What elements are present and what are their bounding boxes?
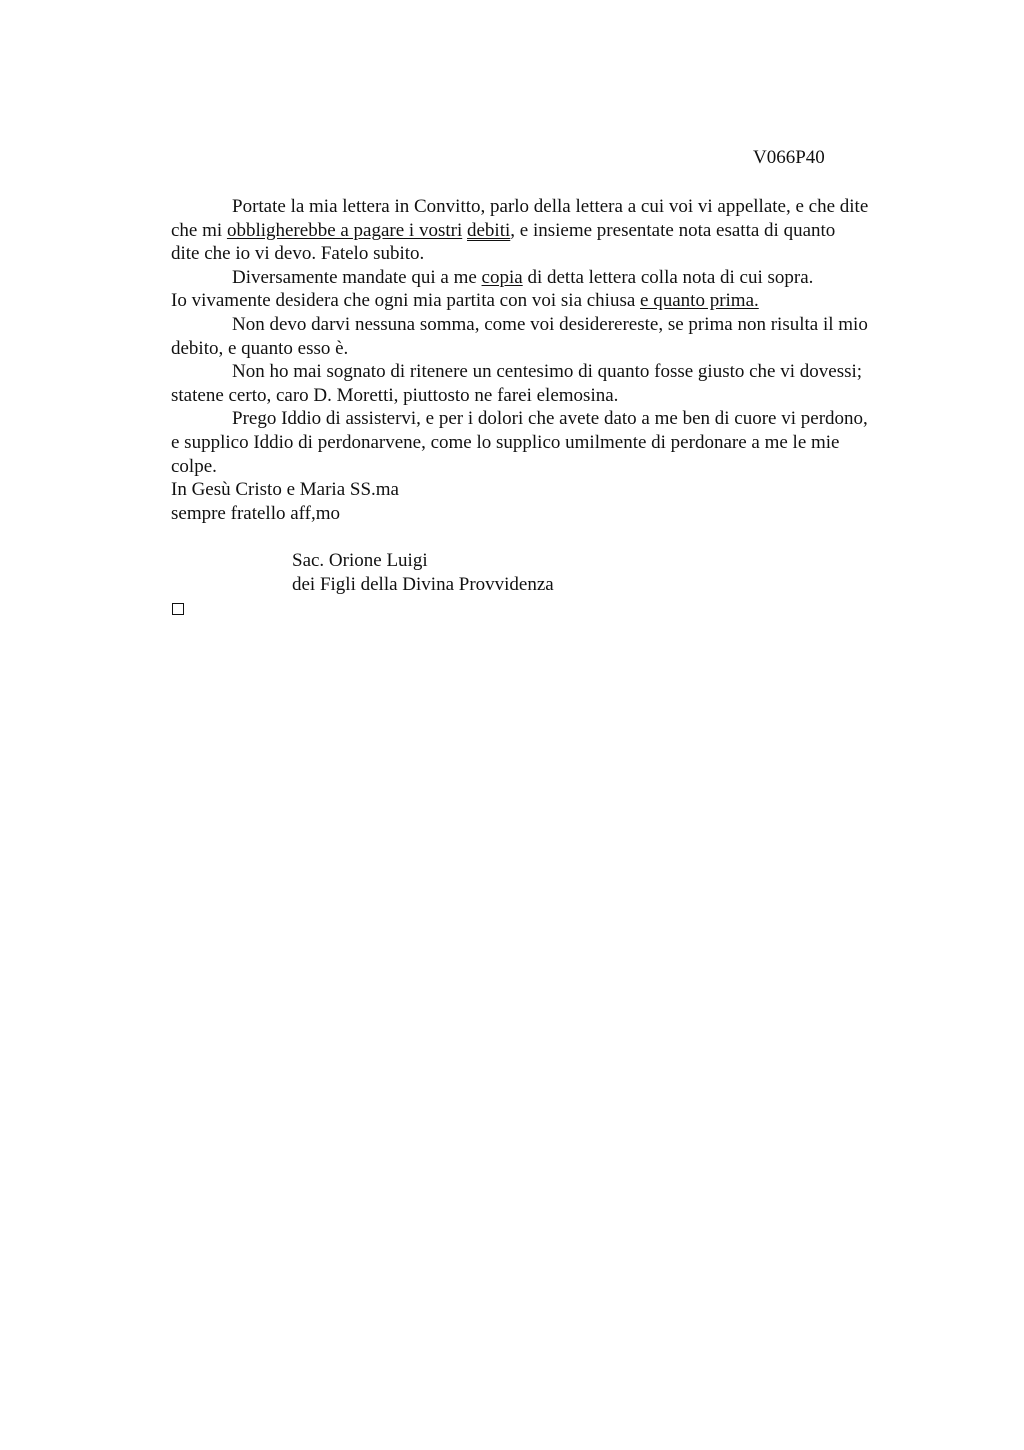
text: Prego Iddio di assistervi, e per i dolori che avete dato a me ben di cuore vi perdono, — [232, 408, 868, 430]
text: Io vivamente desidera che ogni mia partita con voi sia chiusa — [171, 290, 641, 312]
blank-line — [171, 525, 931, 549]
text: , e insieme presentate nota esatta di quanto — [510, 219, 836, 241]
empty-square-icon — [172, 603, 184, 615]
paragraph-4-line-1 — [171, 360, 931, 384]
text: che mi — [171, 219, 227, 241]
closing-line-2: sempre fratello aff,mo — [171, 502, 340, 524]
underlined-phrase: obbligherebbe a pagare i vostri — [226, 219, 463, 241]
underlined-word: copia — [481, 266, 523, 288]
paragraph-3-line-1 — [171, 313, 931, 337]
signature-affiliation: dei Figli della Divina Provvidenza — [292, 573, 554, 595]
closing-line-1: In Gesù Cristo e Maria SS.ma — [171, 479, 399, 501]
paragraph-1-line-3: dite che io vi devo. Fatelo subito. — [171, 243, 425, 265]
text: di detta lettera colla nota di cui sopra. — [522, 266, 814, 288]
paragraph-1-line-2 — [171, 219, 931, 243]
signature-name: Sac. Orione Luigi — [292, 550, 428, 572]
letter-body — [171, 195, 931, 615]
paragraph-5-line-1 — [171, 407, 931, 431]
page-reference-code: V066P40 — [753, 147, 825, 168]
paragraph-5-line-3: colpe. — [171, 455, 217, 477]
text: Non devo darvi nessuna somma, come voi desiderereste, se prima non risulta il mio — [232, 313, 868, 335]
text: Non ho mai sognato di ritenere un centesimo di quanto fosse giusto che vi dovessi; — [232, 361, 863, 383]
text: Portate la mia lettera in Convitto, parlo della lettera a cui voi vi appellate, e che dite — [232, 196, 869, 217]
double-underlined-word: debiti — [467, 219, 511, 241]
paragraph-1-line-1 — [171, 195, 931, 219]
paragraph-5-line-2: e supplico Iddio di perdonarvene, come lo supplico umilmente di perdonare a me le mie — [171, 431, 840, 453]
paragraph-4-line-2: statene certo, caro D. Moretti, piuttosto ne farei elemosina. — [171, 384, 619, 406]
underlined-phrase: e quanto prima. — [640, 290, 759, 312]
text: Diversamente mandate qui a me — [232, 266, 482, 288]
paragraph-2-line-2 — [171, 289, 931, 313]
paragraph-3-line-2: debito, e quanto esso è. — [171, 337, 349, 359]
paragraph-2-line-1 — [171, 266, 931, 290]
